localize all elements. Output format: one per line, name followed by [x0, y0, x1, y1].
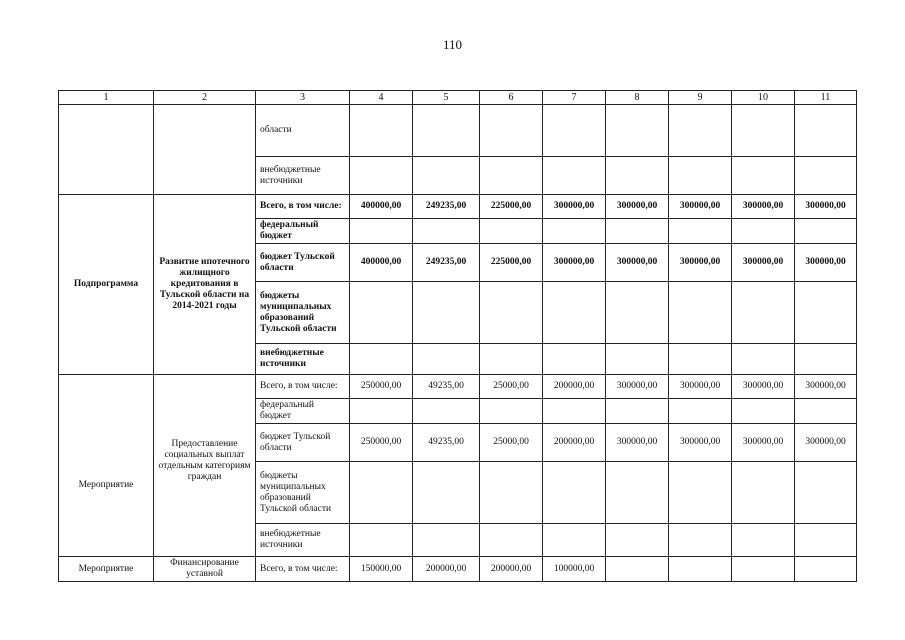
value-cell — [606, 462, 669, 524]
value-cell — [732, 219, 795, 244]
value-cell — [350, 282, 413, 344]
value-cell — [606, 105, 669, 157]
value-cell — [732, 524, 795, 557]
value-cell — [669, 219, 732, 244]
value-cell — [350, 157, 413, 195]
value-cell — [350, 399, 413, 424]
table-row — [59, 375, 857, 399]
funding-source-cell: Всего, в том числе: — [256, 557, 350, 582]
value-cell: 300000,00 — [795, 244, 857, 282]
value-cell — [795, 105, 857, 157]
value-cell: 300000,00 — [669, 195, 732, 219]
value-cell — [480, 157, 543, 195]
value-cell: 249235,00 — [413, 244, 480, 282]
section-name-cell: Финансирование уставной — [154, 557, 256, 582]
value-cell: 300000,00 — [732, 195, 795, 219]
value-cell — [350, 105, 413, 157]
table-row — [59, 105, 857, 157]
value-cell — [480, 282, 543, 344]
value-cell — [669, 282, 732, 344]
value-cell — [732, 157, 795, 195]
value-cell: 300000,00 — [606, 375, 669, 399]
value-cell — [795, 344, 857, 375]
funding-source-cell: федеральный бюджет — [256, 219, 350, 244]
value-cell: 300000,00 — [732, 244, 795, 282]
funding-source-cell: Всего, в том числе: — [256, 375, 350, 399]
continued-name-cell — [154, 105, 256, 195]
value-cell: 200000,00 — [543, 375, 606, 399]
value-cell — [606, 524, 669, 557]
value-cell — [480, 344, 543, 375]
value-cell — [669, 462, 732, 524]
value-cell — [606, 557, 669, 582]
value-cell — [543, 344, 606, 375]
value-cell: 100000,00 — [543, 557, 606, 582]
value-cell — [413, 524, 480, 557]
value-cell: 150000,00 — [350, 557, 413, 582]
value-cell — [732, 344, 795, 375]
value-cell: 300000,00 — [669, 375, 732, 399]
value-cell: 250000,00 — [350, 375, 413, 399]
value-cell — [413, 462, 480, 524]
value-cell — [480, 462, 543, 524]
funding-source-cell: внебюджетные источники — [256, 157, 350, 195]
header-cell: 8 — [606, 91, 669, 105]
funding-source-cell: федеральный бюджет — [256, 399, 350, 424]
funding-source-cell: бюджет Тульской области — [256, 244, 350, 282]
value-cell: 250000,00 — [350, 424, 413, 462]
value-cell: 300000,00 — [606, 424, 669, 462]
header-cell: 10 — [732, 91, 795, 105]
funding-source-cell: бюджет Тульской области — [256, 424, 350, 462]
table-row — [59, 195, 857, 219]
value-cell — [606, 344, 669, 375]
section-type-cell: Подпрограмма — [59, 195, 154, 375]
value-cell: 25000,00 — [480, 375, 543, 399]
value-cell — [795, 219, 857, 244]
value-cell — [543, 105, 606, 157]
value-cell — [480, 105, 543, 157]
funding-source-cell: области — [256, 105, 350, 157]
header-cell: 3 — [256, 91, 350, 105]
value-cell: 49235,00 — [413, 375, 480, 399]
value-cell — [543, 462, 606, 524]
value-cell: 200000,00 — [413, 557, 480, 582]
funding-source-cell: Всего, в том числе: — [256, 195, 350, 219]
value-cell — [732, 462, 795, 524]
value-cell — [480, 524, 543, 557]
value-cell — [543, 157, 606, 195]
header-cell: 6 — [480, 91, 543, 105]
value-cell — [606, 157, 669, 195]
header-cell: 4 — [350, 91, 413, 105]
value-cell: 300000,00 — [543, 244, 606, 282]
funding-source-cell: внебюджетные источники — [256, 524, 350, 557]
value-cell: 300000,00 — [732, 424, 795, 462]
value-cell: 400000,00 — [350, 244, 413, 282]
funding-source-cell: внебюджетные источники — [256, 344, 350, 375]
value-cell — [669, 399, 732, 424]
value-cell — [413, 344, 480, 375]
value-cell — [732, 105, 795, 157]
value-cell — [606, 282, 669, 344]
value-cell — [669, 524, 732, 557]
value-cell — [350, 524, 413, 557]
value-cell — [350, 219, 413, 244]
section-type-cell: Мероприятие — [59, 557, 154, 582]
value-cell — [480, 219, 543, 244]
header-cell: 9 — [669, 91, 732, 105]
value-cell — [606, 399, 669, 424]
funding-source-cell: бюджеты муниципальных образований Тульской области — [256, 462, 350, 524]
value-cell — [543, 219, 606, 244]
value-cell: 200000,00 — [480, 557, 543, 582]
value-cell — [795, 557, 857, 582]
value-cell — [795, 157, 857, 195]
header-cell: 5 — [413, 91, 480, 105]
value-cell — [543, 524, 606, 557]
header-cell: 1 — [59, 91, 154, 105]
value-cell — [413, 105, 480, 157]
header-cell: 2 — [154, 91, 256, 105]
value-cell — [669, 344, 732, 375]
value-cell: 300000,00 — [795, 424, 857, 462]
value-cell — [413, 282, 480, 344]
value-cell — [480, 399, 543, 424]
funding-source-cell: бюджеты муниципальных образований Тульской области — [256, 282, 350, 344]
value-cell: 300000,00 — [795, 195, 857, 219]
section-type-cell: Мероприятие — [59, 375, 154, 557]
value-cell: 300000,00 — [669, 244, 732, 282]
value-cell: 300000,00 — [732, 375, 795, 399]
header-cell: 7 — [543, 91, 606, 105]
value-cell — [669, 105, 732, 157]
value-cell — [732, 557, 795, 582]
value-cell — [795, 282, 857, 344]
value-cell — [795, 462, 857, 524]
value-cell — [350, 344, 413, 375]
table-row — [59, 557, 857, 582]
value-cell: 200000,00 — [543, 424, 606, 462]
value-cell: 300000,00 — [606, 195, 669, 219]
value-cell: 300000,00 — [795, 375, 857, 399]
value-cell: 300000,00 — [606, 244, 669, 282]
value-cell: 25000,00 — [480, 424, 543, 462]
value-cell: 400000,00 — [350, 195, 413, 219]
value-cell — [795, 399, 857, 424]
budget-table — [58, 90, 857, 582]
value-cell: 249235,00 — [413, 195, 480, 219]
section-name-cell: Предоставление социальных выплат отдельным категориям граждан — [154, 375, 256, 557]
value-cell — [543, 399, 606, 424]
continued-type-cell — [59, 105, 154, 195]
value-cell — [413, 219, 480, 244]
header-cell: 11 — [795, 91, 857, 105]
value-cell — [732, 282, 795, 344]
value-cell — [543, 282, 606, 344]
value-cell: 300000,00 — [669, 424, 732, 462]
value-cell: 300000,00 — [543, 195, 606, 219]
value-cell: 225000,00 — [480, 244, 543, 282]
value-cell: 49235,00 — [413, 424, 480, 462]
value-cell — [669, 557, 732, 582]
value-cell: 225000,00 — [480, 195, 543, 219]
value-cell — [413, 399, 480, 424]
section-name-cell: Развитие ипотечного жилищного кредитования в Тульской области на 2014-2021 годы — [154, 195, 256, 375]
value-cell — [606, 219, 669, 244]
value-cell — [795, 524, 857, 557]
value-cell — [669, 157, 732, 195]
value-cell — [413, 157, 480, 195]
page-number: 110 — [442, 37, 463, 52]
value-cell — [350, 462, 413, 524]
value-cell — [732, 399, 795, 424]
header-row — [59, 91, 857, 105]
